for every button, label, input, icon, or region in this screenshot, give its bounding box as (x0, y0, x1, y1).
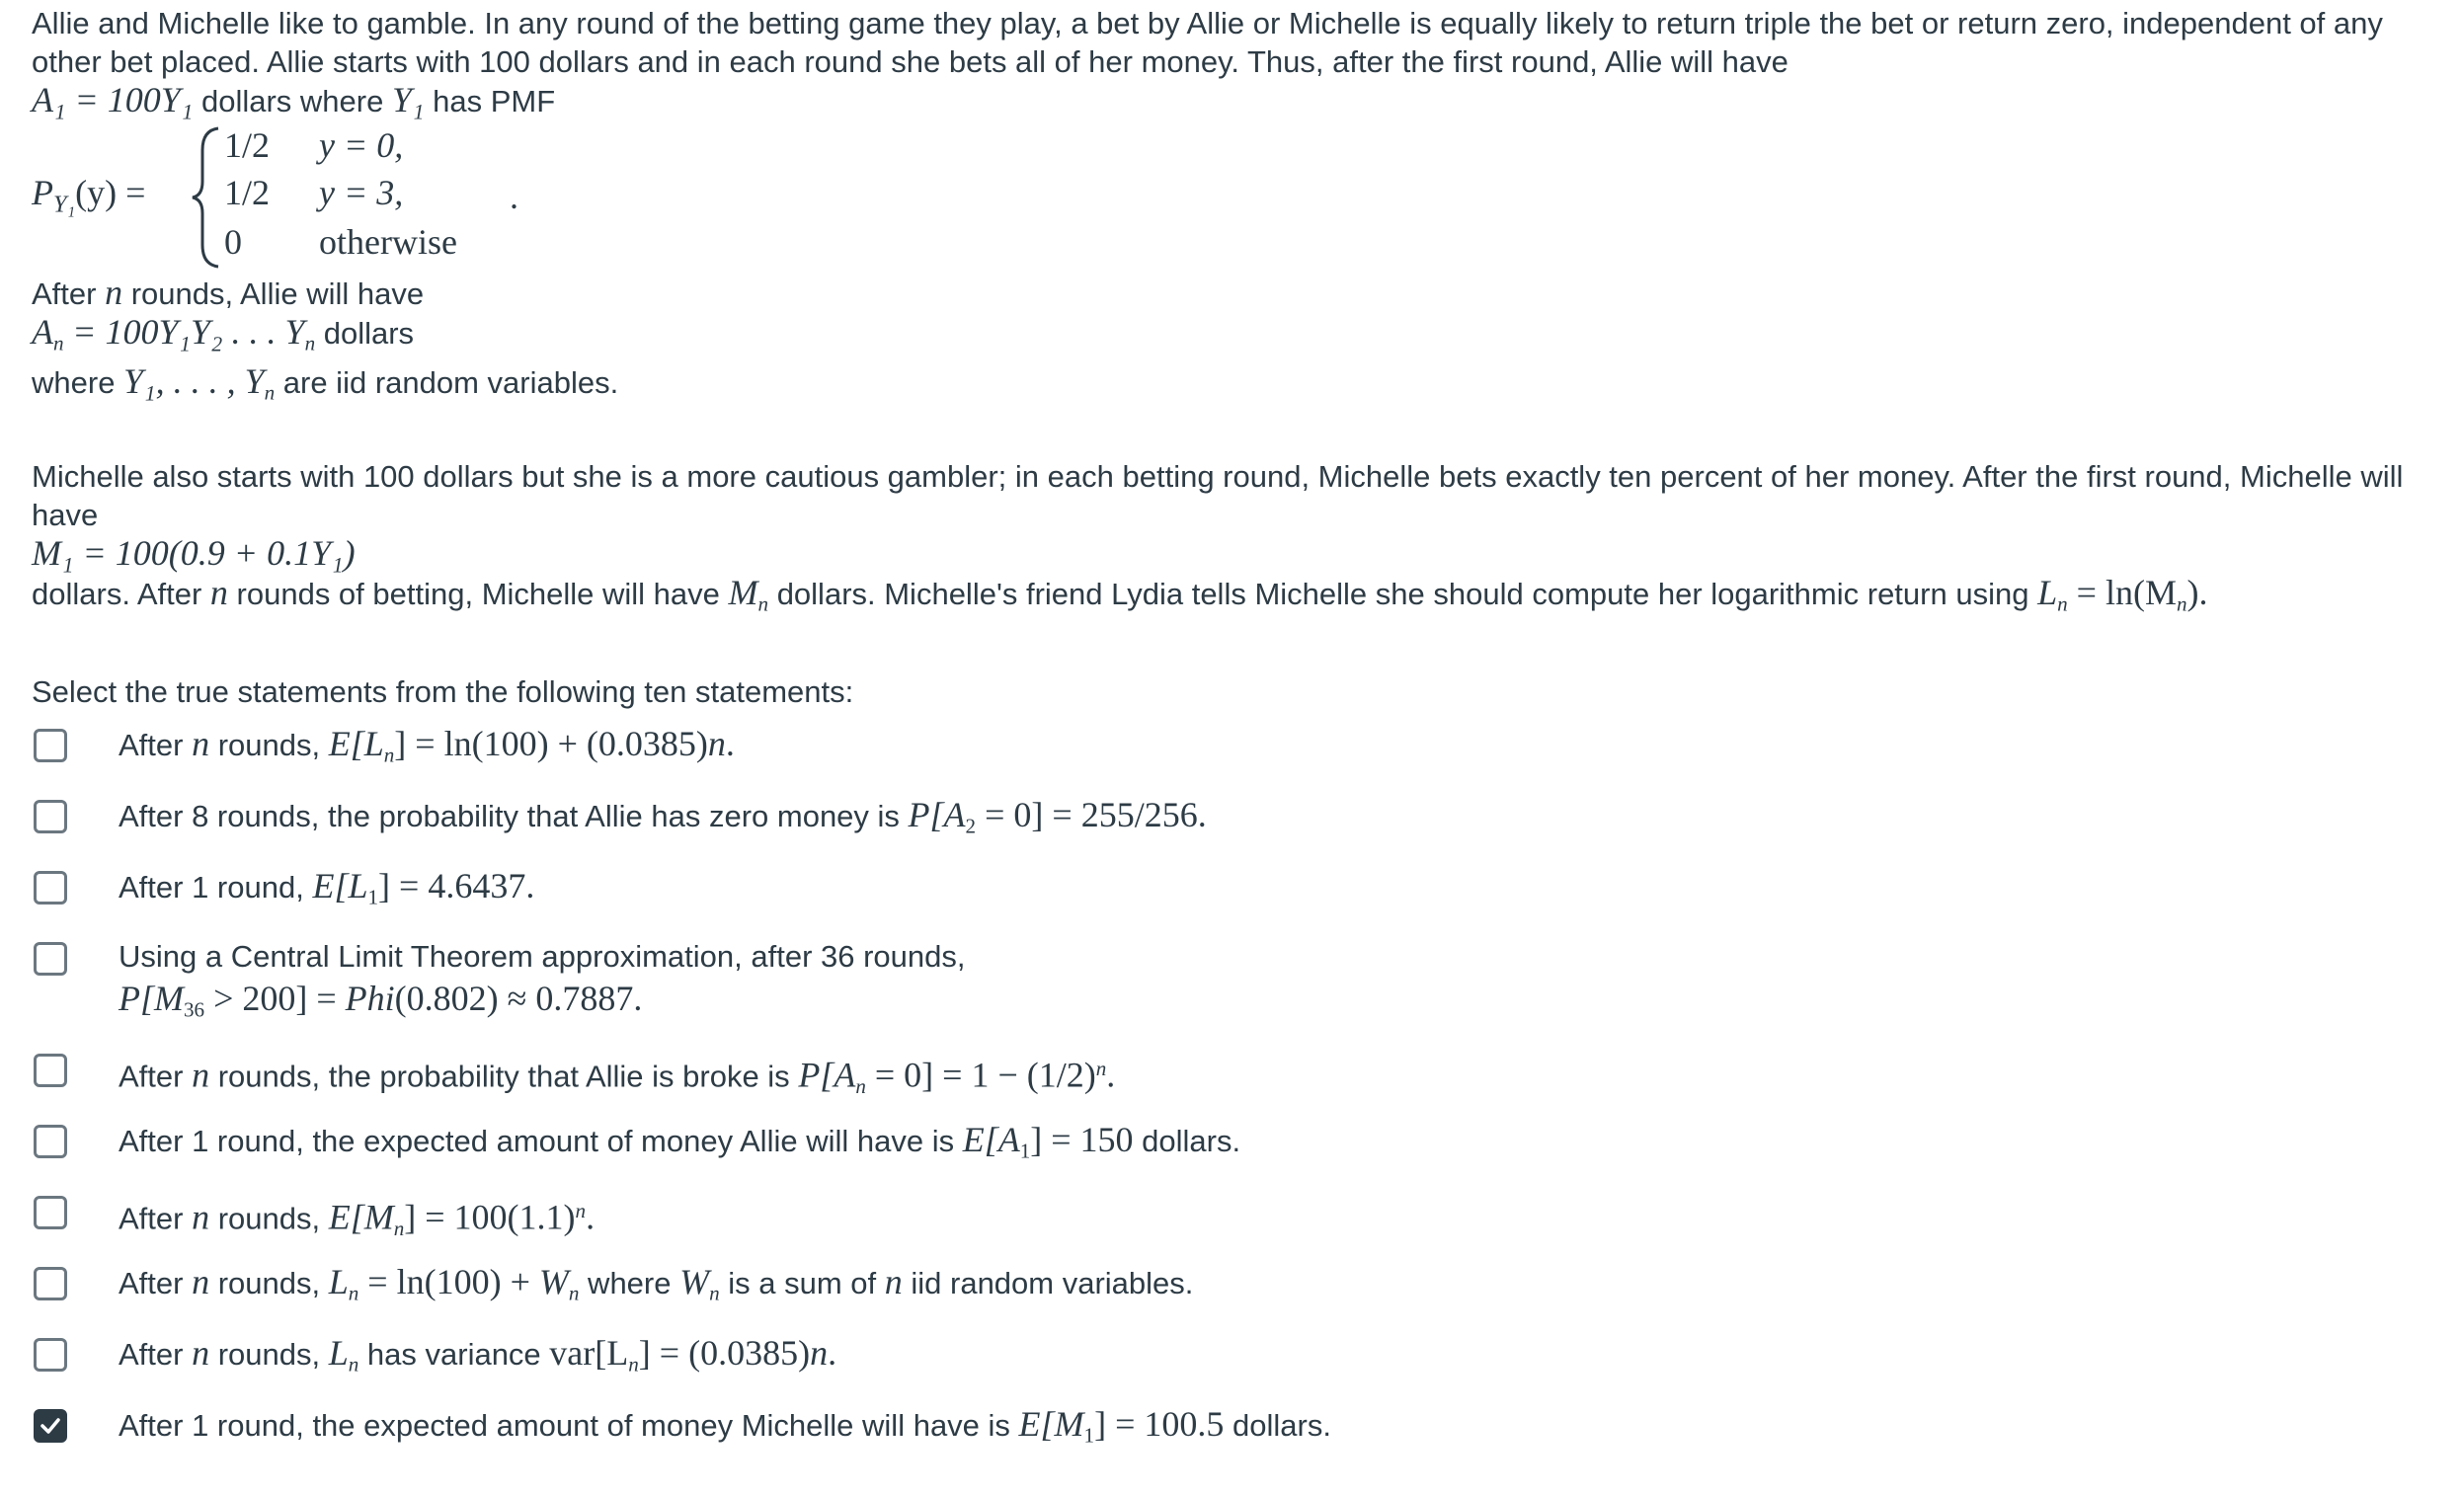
michelle-line-2: have (32, 497, 99, 532)
allie-first-round (32, 81, 2441, 120)
y1-symbol: Y₁ (391, 80, 425, 119)
option-5[interactable] (32, 1048, 2441, 1119)
option-4-label-line-1: Using a Central Limit Theorem approximation, after 36 rounds, (119, 938, 966, 974)
options-list (32, 723, 2441, 1474)
option-10-checkbox[interactable] (34, 1409, 67, 1443)
pmf-lhs: $P_{Y_1}(y)$ = (32, 173, 146, 218)
option-7-checkbox[interactable] (34, 1196, 67, 1229)
option-5-label: After n rounds, the probability that Allie is broke is $P[A_n = 0] = 1 - (1/2)^n$. (119, 1055, 1116, 1098)
option-9-label: After n rounds, $L_n$ has variance $var[L_n] = (0.0385)n$. (119, 1332, 837, 1377)
option-8-checkbox[interactable] (34, 1267, 67, 1300)
option-10[interactable] (32, 1403, 2441, 1474)
option-1[interactable] (32, 723, 2441, 794)
a1-equation: A₁ = 100Y₁ (32, 80, 194, 119)
option-7-label: After n rounds, $E[M_n] = 100(1.1)^n$. (119, 1197, 596, 1240)
question-container (32, 4, 2441, 1474)
checkmark-icon (40, 1415, 61, 1437)
intro-line-1: Allie and Michelle like to gamble. In any round of the betting game they play, a bet by Allie or Michelle is equally likely to return triple the bet or return zero, independent of any (32, 6, 2383, 40)
option-9[interactable] (32, 1332, 2441, 1403)
option-4-label: Using a Central Limit Theorem approximation, after 36 rounds, $P[M_{36} > 200] = Phi(0.802) \approx 0.7887$. (119, 936, 966, 1030)
option-6-label: After 1 round, the expected amount of money Allie will have is $E[A_1] = 150$ dollars. (119, 1119, 1241, 1163)
option-5-checkbox[interactable] (34, 1054, 67, 1087)
option-2[interactable] (32, 794, 2441, 865)
option-3-label: After 1 round, $E[L_1] = 4.6437$. (119, 865, 535, 909)
option-2-label: After 8 rounds, the probability that Allie has zero money is $P[A_2 = 0] = 255/256$. (119, 794, 1207, 838)
where-iid: where Y₁, . . . , $Y_n$ are iid random variables. (32, 361, 619, 405)
after-n-rounds-allie: After n rounds, Allie will have (32, 273, 425, 312)
option-4[interactable] (32, 936, 2441, 1048)
option-4-checkbox[interactable] (34, 942, 67, 976)
left-brace (189, 124, 224, 271)
option-9-checkbox[interactable] (34, 1338, 67, 1372)
option-3[interactable] (32, 865, 2441, 936)
option-7[interactable] (32, 1190, 2441, 1261)
a1-tail: dollars where (193, 84, 392, 118)
option-6[interactable] (32, 1119, 2441, 1190)
option-1-label: After n rounds, $E[L_n] = \ln(100) + (0.0385)n$. (119, 723, 735, 767)
option-8[interactable] (32, 1261, 2441, 1332)
michelle-line-1: Michelle also starts with 100 dollars but she is a more cautious gambler; in each betting round, Michelle bets exactly ten percent of her money. After the first round, Michelle will (32, 458, 2404, 494)
option-8-label: After n rounds, $L_n = \ln(100) + W_n$ where $W_n$ is a sum of n iid random variables. (119, 1261, 1194, 1305)
option-1-checkbox[interactable] (34, 729, 67, 762)
intro-line-2: other bet placed. Allie starts with 100 dollars and in each round she bets all of her money. Thus, after the first round, Allie will have (32, 44, 1788, 79)
an-equation: $A_n = 100Y_1Y_2$ . . . $Y_n$ dollars (32, 312, 415, 355)
michelle-line-3: dollars. After n rounds of betting, Michelle will have $M_n$ dollars. Michelle's friend Lydia tells Michelle she should compute her logarithmic return using $L_n = \ln(M_n)$. (32, 572, 2208, 615)
select-prompt: Select the true statements from the following ten statements: (32, 673, 854, 709)
pmf-dot: . (510, 177, 518, 216)
m1-equation: M₁ = 100(0.9 + 0.1Y₁) (32, 532, 356, 573)
pmf-definition: $P_{Y_1}(y)$ = 1/2 y = 0, 1/2 y = 3, 0 otherwise . (32, 120, 2441, 274)
option-10-label: After 1 round, the expected amount of money Michelle will have is $E[M_1] = 100.5$ dollars. (119, 1403, 1331, 1448)
has-pmf: has PMF (424, 84, 556, 118)
option-3-checkbox[interactable] (34, 871, 67, 905)
option-6-checkbox[interactable] (34, 1125, 67, 1158)
option-2-checkbox[interactable] (34, 800, 67, 833)
